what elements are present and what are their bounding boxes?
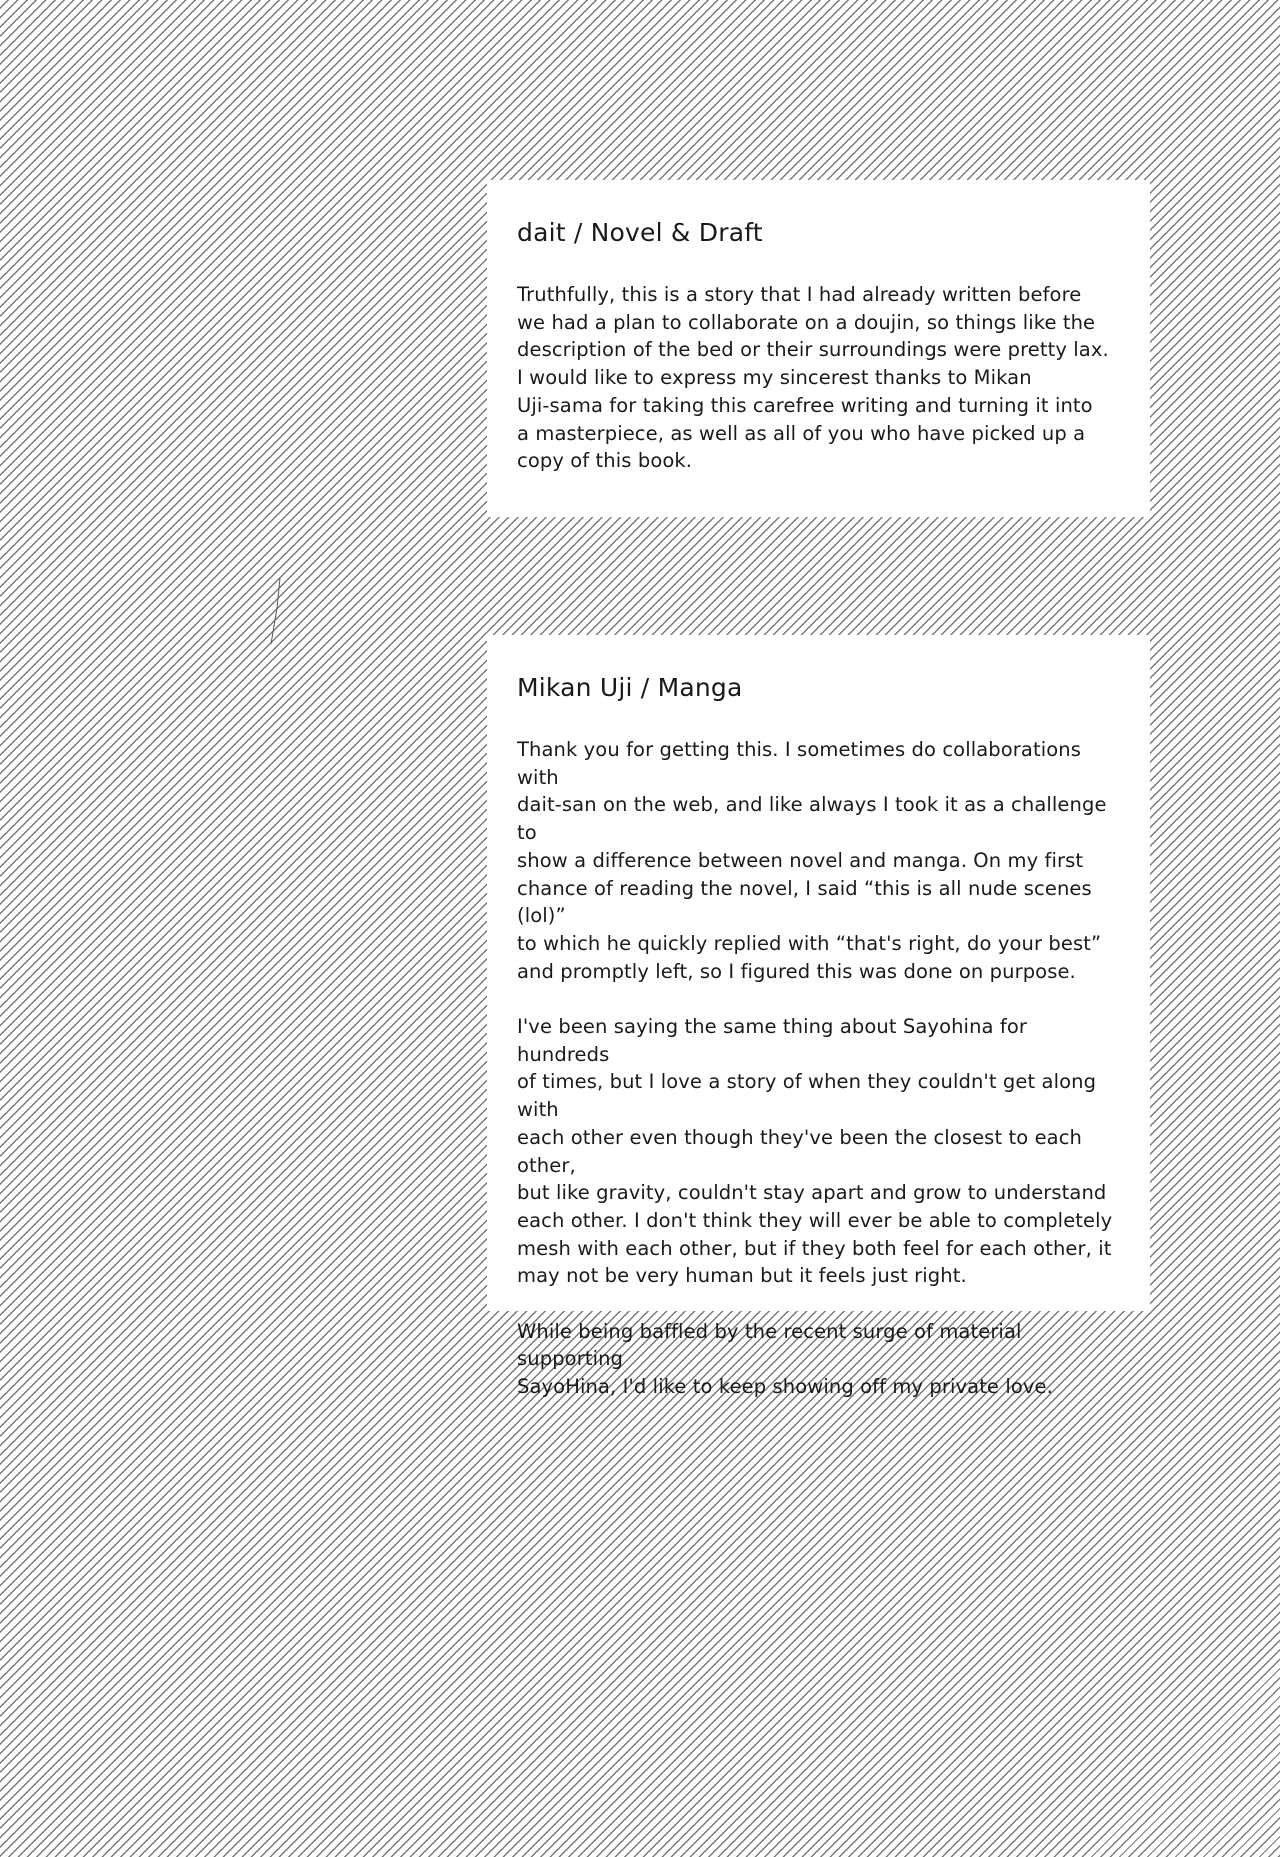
afterword-paragraph: Truthfully, this is a story that I had already written before we had a plan to collaborate on a doujin, so things like the description of the bed or their surroundings were pretty lax. I would like to express my sincerest thanks to Mikan Uji-sama for taking this carefree writing and turning it into a masterpiece, as well as all of you who have picked up a copy of this book. [517, 283, 1109, 473]
stray-pen-mark [270, 578, 282, 648]
afterword-heading: dait / Novel & Draft [517, 218, 763, 247]
afterword-panel-mikan-uji [487, 635, 1150, 1399]
afterword-heading: Mikan Uji / Manga [517, 673, 743, 702]
afterword-paragraph: I've been saying the same thing about Sayohina for hundreds of times, but I love a story of when they couldn't get along with each other even though they've been the closest to each other, but like gravity, couldn't stay apart and grow to understand each other. I don't think they will ever be able to completely mesh with each other, but if they both feel for each other, it may not be very human but it feels just right. [517, 1015, 1113, 1288]
afterword-paragraph: While being baffled by the recent surge of material supporting SayoHina, I'd like to keep showing off my private love. [517, 1319, 1053, 1399]
afterword-paragraph: Thank you for getting this. I sometimes do collaborations with dait-san on the web, and like always I took it as a challenge to show a difference between novel and manga. On my first chance of reading the novel, I said “this is all nude scenes (lol)” to which he quickly replied with “that's right, do your best” and promptly left, so I figured this was done on purpose. [517, 738, 1107, 983]
afterword-panel-dait [487, 180, 1150, 517]
